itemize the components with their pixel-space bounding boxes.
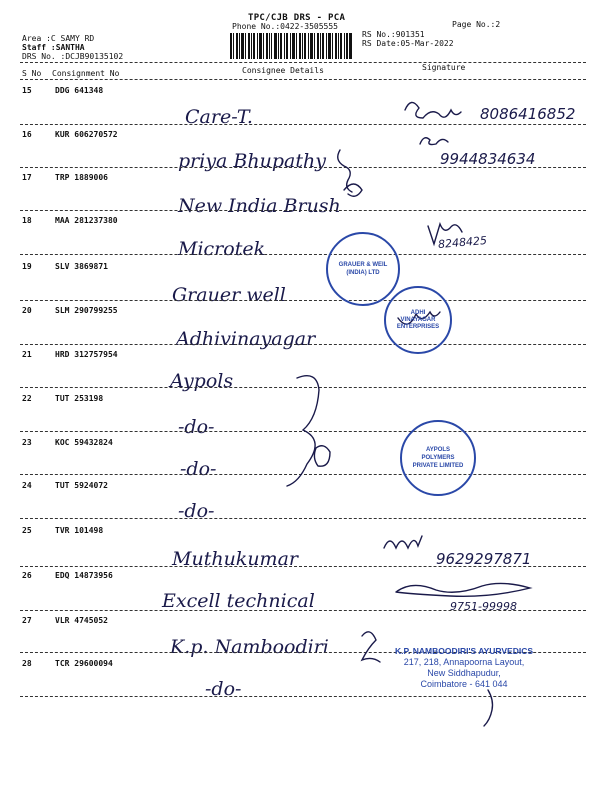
row-rule <box>20 210 586 211</box>
row-rule <box>20 610 586 611</box>
handwritten-consignee: -do- <box>205 678 242 700</box>
row-rule <box>20 254 586 255</box>
row-sno: 18 <box>22 216 32 225</box>
column-signature: Signature <box>422 63 466 72</box>
row-sno: 24 <box>22 481 32 490</box>
signature-mark <box>396 583 530 596</box>
row-sno: 15 <box>22 86 32 95</box>
row-sno: 22 <box>22 394 32 403</box>
row-sno: 19 <box>22 262 32 271</box>
handwritten-consignee: Adhivinayagar <box>176 328 316 350</box>
row-sno: 27 <box>22 616 32 625</box>
row-consignment: HRD 312757954 <box>55 350 118 359</box>
row-rule <box>20 124 586 125</box>
handwritten-consignee: priya Bhupathy <box>178 150 326 172</box>
row-sno: 21 <box>22 350 32 359</box>
document-title: TPC/CJB DRS - PCA <box>248 13 346 23</box>
handwritten-phone: 9751-99998 <box>450 600 517 613</box>
signature-mark <box>384 536 422 548</box>
handwritten-phone: 9629297871 <box>436 550 532 568</box>
grauer-stamp: GRAUER & WEIL (INDIA) LTD <box>326 232 400 306</box>
row-rule <box>20 431 586 432</box>
row-consignment: TUT 5924072 <box>55 481 108 490</box>
row-consignment: KUR 606270572 <box>55 130 118 139</box>
row-consignment: MAA 281237380 <box>55 216 118 225</box>
row-rule <box>20 387 586 388</box>
kp-address-line: New Siddhapudur, <box>427 668 501 678</box>
page-number: Page No.:2 <box>452 20 501 29</box>
row-rule <box>20 696 586 697</box>
row-consignment: KOC 59432824 <box>55 438 113 447</box>
staff-label: Staff :SANTHA <box>22 43 85 52</box>
column-consignment: Consignment No <box>52 69 120 78</box>
column-rule <box>20 79 586 80</box>
signature-mark <box>405 102 461 118</box>
kp-address-line: Coimbatore - 641 044 <box>420 679 508 689</box>
kp-company-name: K.P. NAMBOODIRI'S AYURVEDICS <box>394 646 534 656</box>
handwritten-consignee: Grauer well <box>172 284 286 306</box>
row-sno: 16 <box>22 130 32 139</box>
kp-address-stamp <box>384 646 544 690</box>
handwritten-consignee: -do- <box>180 458 217 480</box>
column-consignee: Consignee Details <box>242 66 324 75</box>
row-consignment: VLR 4745052 <box>55 616 108 625</box>
handwritten-consignee: Aypols <box>170 370 234 392</box>
row-consignment: SLV 3869871 <box>55 262 108 271</box>
area-label: Area :C SAMY RD <box>22 34 95 43</box>
row-sno: 23 <box>22 438 32 447</box>
row-consignment: TUT 253198 <box>55 394 104 403</box>
row-consignment: SLM 290799255 <box>55 306 118 315</box>
row-rule <box>20 566 586 567</box>
kp-address-line: 217, 218, Annapoorna Layout, <box>403 657 525 667</box>
handwritten-consignee: -do- <box>178 500 215 522</box>
row-sno: 28 <box>22 659 32 668</box>
handwritten-consignee: Excell technical <box>162 590 315 612</box>
row-sno: 26 <box>22 571 32 580</box>
handwritten-phone: 8086416852 <box>480 105 576 123</box>
handwritten-consignee: -do- <box>178 416 215 438</box>
handwritten-phone: 9944834634 <box>440 150 536 168</box>
phone-number: Phone No.:0422-3505555 <box>232 22 338 31</box>
row-consignment: TVR 101498 <box>55 526 104 535</box>
rs-number: RS No.:901351 <box>362 30 425 39</box>
row-consignment: DDG 641348 <box>55 86 104 95</box>
signature-mark <box>344 184 362 196</box>
handwritten-consignee: Care-T. <box>185 106 253 128</box>
signature-mark <box>420 138 448 145</box>
handwritten-consignee: K.p. Namboodiri <box>170 636 329 658</box>
aypols-stamp: AYPOLS POLYMERS PRIVATE LIMITED <box>400 420 476 496</box>
signature-mark <box>362 632 380 662</box>
barcode <box>230 33 352 59</box>
drs-number: DRS No. :DCJB90135102 <box>22 52 124 61</box>
handwritten-phone: 8248425 <box>437 233 488 252</box>
handwritten-consignee: Muthukumar <box>172 548 298 570</box>
row-rule <box>20 300 586 301</box>
header-rule <box>20 62 586 63</box>
row-consignment: TCR 29600094 <box>55 659 113 668</box>
handwritten-consignee: New India Brush <box>178 195 341 217</box>
signature-mark <box>314 446 330 466</box>
row-sno: 25 <box>22 526 32 535</box>
column-sno: S No <box>22 69 42 78</box>
adhi-vinayagar-stamp: ADHI VINAYAGAR ENTERPRISES <box>384 286 452 354</box>
row-rule <box>20 474 586 475</box>
row-consignment: EDQ 14873956 <box>55 571 113 580</box>
row-sno: 17 <box>22 173 32 182</box>
signature-mark <box>338 150 352 192</box>
row-sno: 20 <box>22 306 32 315</box>
row-rule <box>20 344 586 345</box>
row-consignment: TRP 1889006 <box>55 173 108 182</box>
row-rule <box>20 167 586 168</box>
rs-date: RS Date:05-Mar-2022 <box>362 39 454 48</box>
row-rule <box>20 518 586 519</box>
handwritten-consignee: Microtek <box>178 238 266 260</box>
